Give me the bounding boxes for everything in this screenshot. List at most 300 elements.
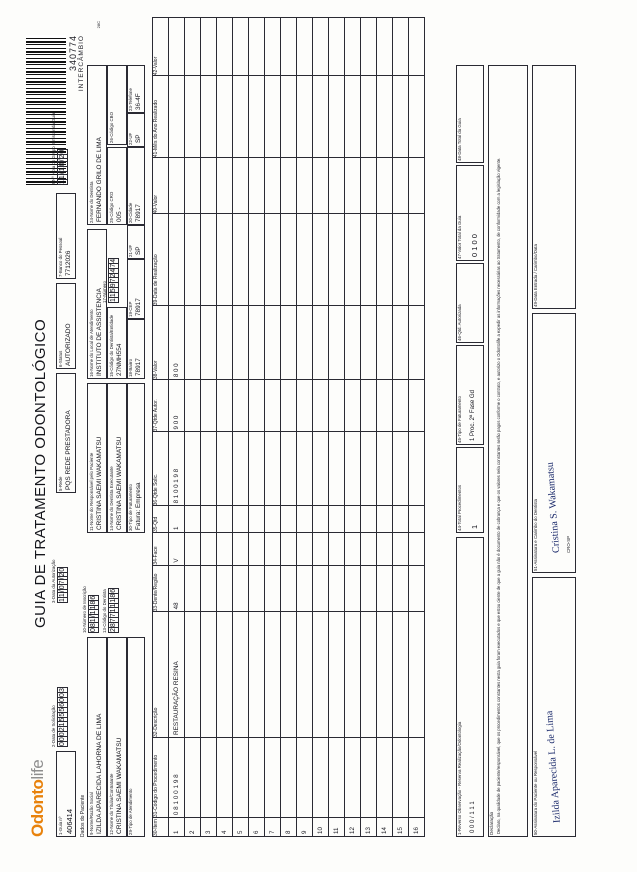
cell-valor[interactable]	[185, 306, 201, 380]
footer-obs-label: 1-Reverso Observação - Reserva Realização/Odontologia	[457, 721, 462, 835]
cell-dente[interactable]	[217, 565, 233, 612]
col-codigo: 31-Código do Procedimento	[153, 738, 169, 818]
cell-qtd[interactable]	[377, 506, 393, 533]
cell-autor[interactable]	[233, 380, 249, 432]
cell-qtd[interactable]	[345, 506, 361, 533]
cell-face[interactable]	[217, 533, 233, 566]
cell-extra[interactable]	[329, 158, 345, 214]
cell-item[interactable]: 14	[377, 818, 393, 837]
cell-qtd[interactable]	[313, 506, 329, 533]
cell-autor[interactable]	[329, 380, 345, 432]
field-dentista-exec-value: CRISTINA SAEMI WAKAMATSU	[116, 436, 123, 530]
cell-dente[interactable]	[185, 565, 201, 612]
footer-tipo-fat-label: 45-Tipo de Faturamento	[457, 396, 462, 443]
cell-extra[interactable]	[281, 158, 297, 214]
cell-extra[interactable]	[169, 18, 185, 76]
table-row[interactable]	[361, 18, 377, 837]
cell-extra[interactable]	[297, 214, 313, 306]
cell-extra[interactable]	[217, 158, 233, 214]
cell-extra[interactable]	[361, 18, 377, 76]
cell-dente[interactable]	[377, 565, 393, 612]
cell-codigo[interactable]	[233, 738, 249, 818]
field-status-value: AUTORIZADO	[65, 323, 72, 366]
col-dente: 33-Dente/Região	[153, 565, 169, 612]
cell-extra[interactable]	[201, 18, 217, 76]
field-guia-label: 1-Guia nº	[57, 816, 63, 835]
cell-face[interactable]	[185, 533, 201, 566]
cell-extra[interactable]	[281, 76, 297, 158]
table-row[interactable]	[201, 18, 217, 837]
field-autorizacao-cells[interactable]: 1 1 / 0 7 / 2 0	[59, 567, 66, 602]
field-responsavel-label: 11-Nome do Responsável pelo Paciente	[88, 452, 94, 531]
cell-valor[interactable]	[345, 306, 361, 380]
cell-face[interactable]	[345, 533, 361, 566]
col-qtd-solic: 36-Qtde Solic.	[153, 432, 169, 506]
cell-autor[interactable]	[281, 380, 297, 432]
cell-codigo[interactable]	[249, 738, 265, 818]
cell-item[interactable]: 4	[217, 818, 233, 837]
cell-extra[interactable]	[393, 158, 409, 214]
col-valor2: 40-Valor	[153, 158, 169, 214]
footer-obs-codes: 0 0 0 / 1 1 1	[470, 801, 476, 833]
cell-dente[interactable]	[409, 565, 425, 612]
col-valor: 38-Valor	[153, 306, 169, 380]
cell-autor[interactable]	[345, 380, 361, 432]
field-rede-label: 5-Rede	[57, 476, 63, 491]
col-face: 34-Face	[153, 533, 169, 566]
field-nome-value: IZILDA APARECIDA LAHORNA DE LIMA	[96, 713, 103, 834]
field-cbo-label: 26-Código CBO	[108, 112, 114, 143]
cell-solic[interactable]	[297, 432, 313, 506]
cell-solic[interactable]	[393, 432, 409, 506]
field-cro-label: 25-Código CRO	[108, 191, 114, 223]
cell-descricao[interactable]	[345, 612, 361, 738]
cell-qtd[interactable]	[201, 506, 217, 533]
cell-extra[interactable]	[345, 158, 361, 214]
cell-extra[interactable]	[409, 214, 425, 306]
cell-extra[interactable]	[329, 76, 345, 158]
cell-descricao[interactable]	[249, 612, 265, 738]
cell-item[interactable]: 9	[297, 818, 313, 837]
cell-dente[interactable]	[393, 565, 409, 612]
cell-extra[interactable]	[169, 76, 185, 158]
cell-autor[interactable]	[361, 380, 377, 432]
col-item: 30-Item	[153, 818, 169, 837]
table-row[interactable]	[313, 18, 329, 837]
cell-descricao[interactable]	[313, 612, 329, 738]
cell-descricao[interactable]	[393, 612, 409, 738]
cell-codigo[interactable]	[345, 738, 361, 818]
footer-total-proc-value: 1	[470, 524, 479, 529]
cell-valor[interactable]	[313, 306, 329, 380]
cell-extra[interactable]	[201, 76, 217, 158]
field-grupo-emissor-cells[interactable]: 1 1 / 1 0 / 2 0	[59, 149, 66, 184]
cell-extra[interactable]	[377, 158, 393, 214]
cell-valor[interactable]	[249, 306, 265, 380]
footer-total-proc-label: 44-Total Procedimentos	[457, 484, 462, 531]
procedures-table	[152, 17, 425, 837]
cell-extra[interactable]	[265, 18, 281, 76]
cell-valor[interactable]	[201, 306, 217, 380]
cell-face[interactable]	[393, 533, 409, 566]
field-autorizacao-label: 3-Data da Autorização	[51, 559, 56, 603]
cell-extra[interactable]	[329, 18, 345, 76]
cell-extra[interactable]	[313, 158, 329, 214]
cell-item[interactable]: 10	[313, 818, 329, 837]
cell-extra[interactable]	[185, 214, 201, 306]
stamp-date-box[interactable]	[532, 65, 576, 309]
field-telefone-label: 23-Telefone	[128, 88, 133, 111]
cell-extra[interactable]	[377, 214, 393, 306]
cell-autor[interactable]	[217, 380, 233, 432]
field-guia-value: 406414	[65, 808, 74, 834]
cell-item[interactable]: 3	[201, 818, 217, 837]
cell-solic[interactable]	[201, 432, 217, 506]
cell-valor[interactable]	[265, 306, 281, 380]
field-cro-value: 005 -	[116, 207, 123, 222]
field-dentista-exec-label: 14-Nome do Dentista Executante	[108, 466, 114, 531]
table-row[interactable]	[249, 18, 265, 837]
field-banco-value: 7712026	[65, 250, 72, 276]
cell-valor[interactable]	[393, 306, 409, 380]
table-row[interactable]	[297, 18, 313, 837]
cell-extra[interactable]	[345, 214, 361, 306]
field-numero-cells[interactable]: 1 1 5 9 7 2 4 7 4	[110, 258, 117, 302]
col-data-realizacao: 39-Data de Realização	[153, 214, 169, 306]
cell-extra[interactable]	[233, 18, 249, 76]
field-numero-label: 17-Número	[102, 281, 107, 303]
cell-item[interactable]: 11	[329, 818, 345, 837]
cell-qtd[interactable]	[185, 506, 201, 533]
cell-codigo[interactable]	[265, 738, 281, 818]
field-dentista-resp-label: 24-Nome do Dentista	[88, 181, 94, 223]
cell-extra[interactable]	[361, 158, 377, 214]
cell-autor[interactable]	[201, 380, 217, 432]
cell-descricao[interactable]	[265, 612, 281, 738]
cell-extra[interactable]	[265, 76, 281, 158]
cell-solic[interactable]	[217, 432, 233, 506]
cell-extra[interactable]	[265, 158, 281, 214]
cell-qtd[interactable]	[249, 506, 265, 533]
cell-solic[interactable]	[409, 432, 425, 506]
cell-qtd[interactable]	[297, 506, 313, 533]
cell-qtd[interactable]	[281, 506, 297, 533]
field-uf1-label: 21-UF	[128, 244, 133, 257]
cell-item[interactable]: 12	[345, 818, 361, 837]
cell-solic[interactable]	[361, 432, 377, 506]
cell-item[interactable]: 6	[249, 818, 265, 837]
cell-valor[interactable]	[281, 306, 297, 380]
cell-extra[interactable]	[185, 158, 201, 214]
table-row[interactable]	[329, 18, 345, 837]
cell-item[interactable]: 2	[185, 818, 201, 837]
field-rede-value: PQS REDE PRESTADORA	[65, 410, 72, 490]
cell-item[interactable]: 16	[409, 818, 425, 837]
cell-item[interactable]: 7	[265, 818, 281, 837]
cell-extra[interactable]	[169, 214, 185, 306]
cell-extra[interactable]	[345, 18, 361, 76]
cell-extra[interactable]	[265, 214, 281, 306]
cell-valor[interactable]	[297, 306, 313, 380]
cell-solic[interactable]	[185, 432, 201, 506]
cell-codigo[interactable]	[297, 738, 313, 818]
col-qtd: 35-Qtd	[153, 506, 169, 533]
field-uf2-value: SP	[135, 134, 142, 143]
table-row[interactable]	[409, 18, 425, 837]
cell-qtd[interactable]	[361, 506, 377, 533]
cell-extra[interactable]	[313, 76, 329, 158]
cell-autor[interactable]	[185, 380, 201, 432]
field-solicitacao-cells[interactable]: 0 0 0 2 1 5 5 5 6 0 0 3	[59, 688, 66, 746]
cell-face[interactable]	[281, 533, 297, 566]
field-inscricao-cells[interactable]: 0 8 1 / 1 1 8 6	[90, 595, 97, 632]
cell-codigo[interactable]	[313, 738, 329, 818]
table-row[interactable]	[377, 18, 393, 837]
cell-descricao[interactable]	[409, 612, 425, 738]
cell-face[interactable]	[201, 533, 217, 566]
cell-codigo[interactable]	[329, 738, 345, 818]
cell-extra[interactable]	[313, 214, 329, 306]
cell-face[interactable]	[249, 533, 265, 566]
cell-autor[interactable]	[265, 380, 281, 432]
cell-valor[interactable]	[409, 306, 425, 380]
cell-extra[interactable]	[297, 18, 313, 76]
cell-face[interactable]	[361, 533, 377, 566]
cell-autor[interactable]	[409, 380, 425, 432]
cell-autor[interactable]	[313, 380, 329, 432]
cell-item[interactable]: 8	[281, 818, 297, 837]
col-qtd-autor: 37-Qtde Autor.	[153, 380, 169, 432]
col-descricao: 32-Descrição	[153, 612, 169, 738]
cell-descricao[interactable]	[297, 612, 313, 738]
table-row[interactable]	[281, 18, 297, 837]
cell-dente[interactable]	[233, 565, 249, 612]
cell-extra[interactable]	[281, 18, 297, 76]
cell-dente[interactable]	[249, 565, 265, 612]
cell-descricao[interactable]	[185, 612, 201, 738]
table-row[interactable]	[265, 18, 281, 837]
col-mes-realizado: 41-Mês do Ano Realizado	[153, 76, 169, 158]
cell-autor[interactable]	[393, 380, 409, 432]
cell-solic[interactable]	[313, 432, 329, 506]
cell-dente[interactable]	[361, 565, 377, 612]
cell-extra[interactable]	[233, 158, 249, 214]
cell-codigo[interactable]	[217, 738, 233, 818]
field-codigo-entidade-label: 15-Código do Dentista/Entidade	[108, 314, 114, 377]
field-local-value: INSTITUTO DE ASSISTENCIA	[96, 288, 103, 376]
cell-dente[interactable]	[297, 565, 313, 612]
cell-dente[interactable]	[329, 565, 345, 612]
cell-extra[interactable]	[217, 18, 233, 76]
declaration-title: Declaração	[489, 811, 494, 835]
cell-face[interactable]	[233, 533, 249, 566]
cell-descricao[interactable]	[281, 612, 297, 738]
field-bairro-label: 18-Bairro	[128, 358, 133, 377]
cell-dente[interactable]	[345, 565, 361, 612]
cell-valor[interactable]	[361, 306, 377, 380]
cell-descricao[interactable]	[361, 612, 377, 738]
cell-descricao[interactable]	[233, 612, 249, 738]
cell-descricao[interactable]: RESTAURAÇÃO RESINA	[169, 612, 185, 738]
barcode-number: 340774	[68, 35, 78, 72]
cell-face[interactable]	[313, 533, 329, 566]
cell-descricao[interactable]	[329, 612, 345, 738]
cell-codigo[interactable]: 0 8 1 0 0 1 9 8	[169, 738, 185, 818]
cell-extra[interactable]	[393, 76, 409, 158]
cell-extra[interactable]	[361, 214, 377, 306]
table-row[interactable]	[393, 18, 409, 837]
table-row[interactable]	[233, 18, 249, 837]
cell-extra[interactable]	[201, 214, 217, 306]
field-bairro-value: 78917	[135, 358, 142, 376]
cell-extra[interactable]	[233, 76, 249, 158]
cell-codigo[interactable]	[393, 738, 409, 818]
cell-autor[interactable]	[377, 380, 393, 432]
barcode-label: INTERCÂMBIO	[78, 35, 85, 92]
footer-qtd-label: 46-Qtd. Autorizada	[457, 304, 462, 341]
declaration-text: Declaro, na qualidade de paciente/responsável, que os procedimentos constantes nesta guia foram executados e que estou ciente de que a guia não é documento de cobrança e que os valores nela constantes serão pagos conforme o contrato, e autorizo o Odontolife a expedir as informações necessárias ao tratamento, de conformidade com a legislação vigente.	[496, 157, 501, 834]
cell-solic[interactable]	[281, 432, 297, 506]
cell-extra[interactable]	[217, 214, 233, 306]
cell-solic[interactable]	[377, 432, 393, 506]
cell-descricao[interactable]	[217, 612, 233, 738]
cell-face[interactable]	[297, 533, 313, 566]
table-row[interactable]	[345, 18, 361, 837]
table-body	[169, 18, 425, 837]
field-inscricao-label: 10-Número de Inscrição	[82, 586, 87, 633]
cell-extra[interactable]	[281, 214, 297, 306]
cell-face[interactable]	[377, 533, 393, 566]
cell-face[interactable]: V	[169, 533, 185, 566]
cell-extra[interactable]	[409, 18, 425, 76]
cell-autor[interactable]: 9 0 0	[169, 380, 185, 432]
cell-codigo[interactable]	[377, 738, 393, 818]
cell-extra[interactable]	[185, 76, 201, 158]
cell-solic[interactable]: 8 1 0 0 1 9 8	[169, 432, 185, 506]
cell-valor[interactable]	[217, 306, 233, 380]
cell-qtd[interactable]	[217, 506, 233, 533]
cell-face[interactable]	[329, 533, 345, 566]
cell-dente[interactable]	[281, 565, 297, 612]
table-row[interactable]	[217, 18, 233, 837]
signature-dentist-label: 51-Assinatura e Carimbo do Dentista	[533, 499, 538, 571]
cell-qtd[interactable]	[329, 506, 345, 533]
cell-extra[interactable]	[393, 214, 409, 306]
cell-valor[interactable]	[329, 306, 345, 380]
cell-extra[interactable]	[377, 18, 393, 76]
field-dentista-resp-value: FERNANDO GRILO DE LIMA	[96, 137, 103, 222]
cell-extra[interactable]	[249, 76, 265, 158]
cell-item[interactable]: 15	[393, 818, 409, 837]
cell-valor[interactable]: 8 0 0	[169, 306, 185, 380]
cell-qtd[interactable]: 1	[169, 506, 185, 533]
table-row[interactable]	[185, 18, 201, 837]
cell-item[interactable]: 1	[169, 818, 185, 837]
cell-face[interactable]	[265, 533, 281, 566]
field-cidade-label: 20-Cidade	[128, 202, 133, 223]
field-local-label: 16-Nome do Local de Atendimento	[88, 309, 94, 377]
cell-extra[interactable]	[345, 76, 361, 158]
cell-solic[interactable]	[265, 432, 281, 506]
field-cidade-value: 78917	[135, 204, 142, 222]
cell-qtd[interactable]	[409, 506, 425, 533]
field-fatura-label: 30-Tipo de Faturamento	[128, 484, 133, 531]
field-telefone-value: 36-4F	[135, 93, 142, 110]
cell-extra[interactable]	[393, 18, 409, 76]
cell-qtd[interactable]	[393, 506, 409, 533]
field-nome-label: 9-Nome/Razão Social	[88, 792, 94, 835]
cell-extra[interactable]	[297, 76, 313, 158]
footer-data-total-label: 48-Data Total da Guia	[457, 118, 462, 161]
corner-mark: 28C	[96, 21, 101, 29]
page-title: GUIA DE TRATAMENTO ODONTOLÓGICO	[32, 318, 49, 628]
cell-dente[interactable]: 48	[169, 565, 185, 612]
cell-extra[interactable]	[185, 18, 201, 76]
cell-item[interactable]: 5	[233, 818, 249, 837]
cell-codigo[interactable]	[185, 738, 201, 818]
table-row[interactable]	[169, 18, 185, 837]
cell-valor[interactable]	[233, 306, 249, 380]
cell-extra[interactable]	[233, 214, 249, 306]
cell-extra[interactable]	[409, 76, 425, 158]
cell-codigo[interactable]	[409, 738, 425, 818]
footer-tipo-fat-value: 1 Proc. 2ª Fase Gd	[470, 390, 476, 441]
cell-face[interactable]	[409, 533, 425, 566]
cell-solic[interactable]	[345, 432, 361, 506]
cell-extra[interactable]	[201, 158, 217, 214]
cell-dente[interactable]	[313, 565, 329, 612]
cell-descricao[interactable]	[201, 612, 217, 738]
treatment-guide-sheet	[18, 17, 618, 853]
field-codigo-dentista-cells[interactable]: 2 8 7 7 1 1 1 8 6	[110, 588, 117, 632]
cell-extra[interactable]	[217, 76, 233, 158]
footer-valor-total-label: 47-Valor Total da Guia	[457, 215, 462, 259]
cell-dente[interactable]	[265, 565, 281, 612]
cell-extra[interactable]	[249, 18, 265, 76]
field-fatura-value: Fatura: Empresa	[135, 482, 142, 530]
cell-valor[interactable]	[377, 306, 393, 380]
cell-solic[interactable]	[233, 432, 249, 506]
cell-solic[interactable]	[249, 432, 265, 506]
cell-autor[interactable]	[297, 380, 313, 432]
cell-codigo[interactable]	[361, 738, 377, 818]
cell-solic[interactable]	[329, 432, 345, 506]
cell-item[interactable]: 13	[361, 818, 377, 837]
cell-autor[interactable]	[249, 380, 265, 432]
cell-extra[interactable]	[329, 214, 345, 306]
cell-codigo[interactable]	[281, 738, 297, 818]
cell-extra[interactable]	[361, 76, 377, 158]
cell-extra[interactable]	[169, 158, 185, 214]
cell-codigo[interactable]	[201, 738, 217, 818]
cell-extra[interactable]	[297, 158, 313, 214]
stamp-date-label: 49-Data Entrada / Carimbo/Data	[533, 244, 538, 307]
cell-extra[interactable]	[409, 158, 425, 214]
cell-extra[interactable]	[249, 214, 265, 306]
cell-extra[interactable]	[313, 18, 329, 76]
field-uf1-value: SP	[135, 246, 142, 255]
cell-qtd[interactable]	[233, 506, 249, 533]
cell-descricao[interactable]	[377, 612, 393, 738]
cell-extra[interactable]	[249, 158, 265, 214]
cell-dente[interactable]	[201, 565, 217, 612]
cell-extra[interactable]	[377, 76, 393, 158]
cell-qtd[interactable]	[265, 506, 281, 533]
dentist-stamp: CRO-SP	[566, 535, 571, 553]
logo-life-text: life	[28, 759, 47, 780]
field-cep-label: 19-CEP	[128, 301, 133, 317]
declaration-box	[488, 65, 528, 837]
